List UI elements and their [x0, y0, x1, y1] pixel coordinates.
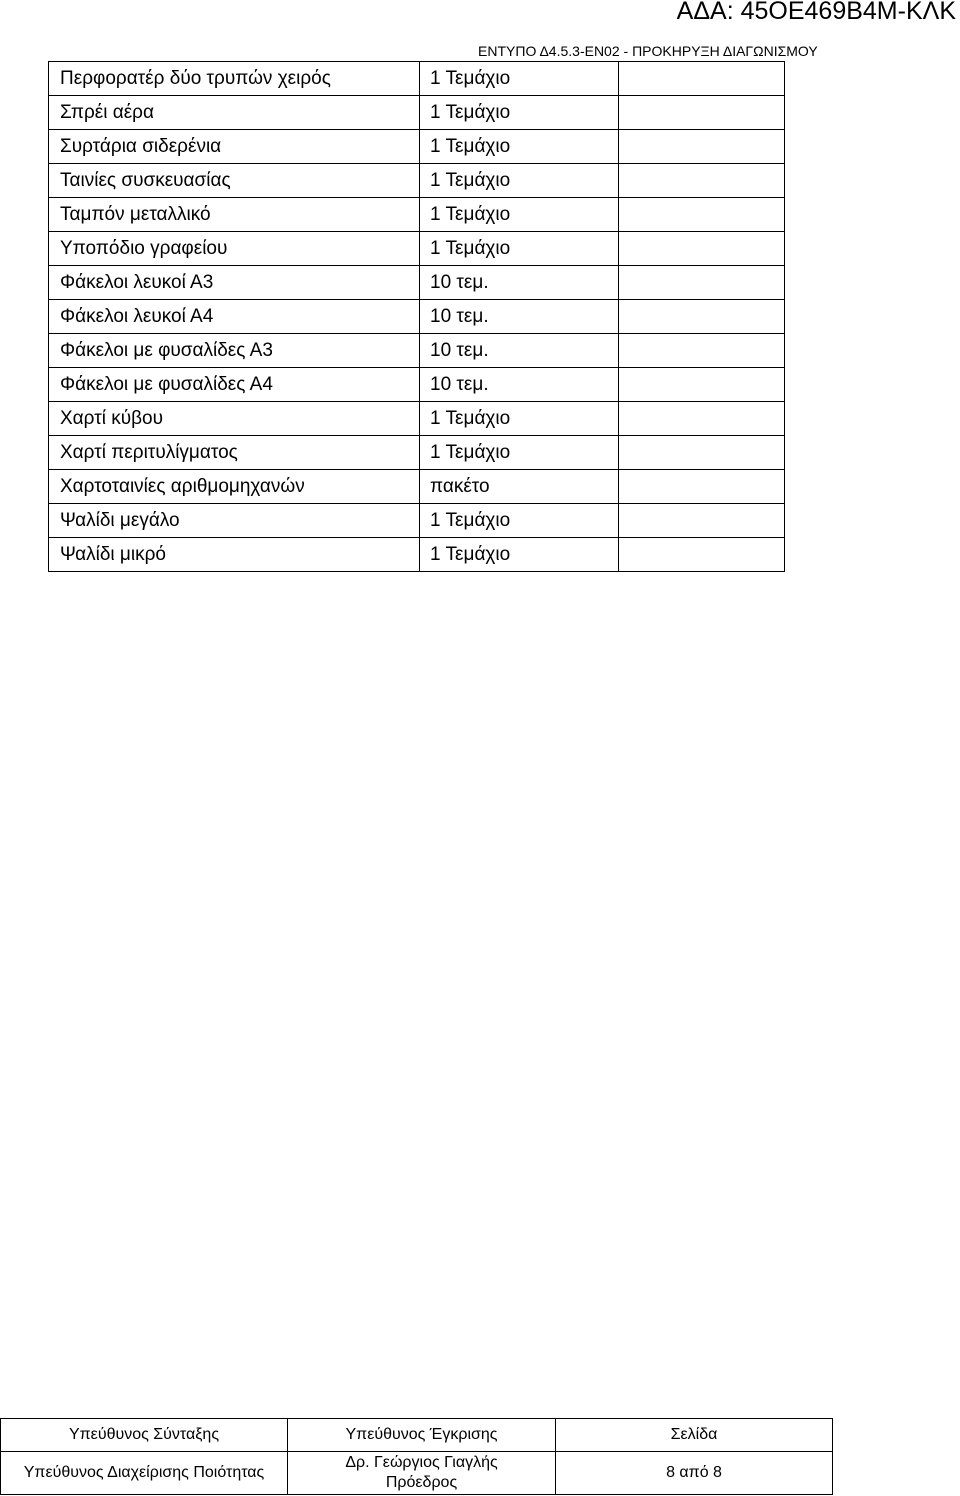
item-empty-cell	[619, 470, 785, 504]
item-empty-cell	[619, 402, 785, 436]
items-table	[48, 61, 785, 572]
item-name: Σπρέι αέρα	[49, 96, 420, 130]
table-row	[49, 402, 785, 436]
item-quantity: 1 Τεμάχιο	[420, 96, 619, 130]
item-name: Χαρτί περιτυλίγματος	[49, 436, 420, 470]
footer-header-row	[1, 1419, 833, 1452]
item-name: Φάκελοι λευκοί Α3	[49, 266, 420, 300]
item-name: Περφορατέρ δύο τρυπών χειρός	[49, 62, 420, 96]
item-empty-cell	[619, 232, 785, 266]
item-empty-cell	[619, 334, 785, 368]
table-row	[49, 538, 785, 572]
table-row	[49, 62, 785, 96]
approval-label: Υπεύθυνος Έγκρισης	[288, 1419, 556, 1452]
table-row	[49, 368, 785, 402]
page-label: Σελίδα	[556, 1419, 833, 1452]
item-name: Συρτάρια σιδερένια	[49, 130, 420, 164]
item-empty-cell	[619, 198, 785, 232]
table-row	[49, 198, 785, 232]
item-name: Φάκελοι με φυσαλίδες Α3	[49, 334, 420, 368]
item-quantity: πακέτο	[420, 470, 619, 504]
table-row	[49, 470, 785, 504]
item-name: Χαρτί κύβου	[49, 402, 420, 436]
item-empty-cell	[619, 368, 785, 402]
item-quantity: 10 τεμ.	[420, 266, 619, 300]
item-empty-cell	[619, 538, 785, 572]
item-empty-cell	[619, 436, 785, 470]
item-name: Ψαλίδι μικρό	[49, 538, 420, 572]
quality-manager: Υπεύθυνος Διαχείρισης Ποιότητας	[1, 1452, 288, 1495]
table-row	[49, 232, 785, 266]
table-row	[49, 436, 785, 470]
item-quantity: 10 τεμ.	[420, 368, 619, 402]
item-quantity: 10 τεμ.	[420, 334, 619, 368]
item-empty-cell	[619, 130, 785, 164]
table-row	[49, 334, 785, 368]
item-name: Υποπόδιο γραφείου	[49, 232, 420, 266]
item-quantity: 10 τεμ.	[420, 300, 619, 334]
item-empty-cell	[619, 504, 785, 538]
approver-title: Πρόεδρος	[385, 1474, 458, 1491]
item-quantity: 1 Τεμάχιο	[420, 436, 619, 470]
item-quantity: 1 Τεμάχιο	[420, 402, 619, 436]
item-quantity: 1 Τεμάχιο	[420, 164, 619, 198]
table-row	[49, 96, 785, 130]
table-row	[49, 504, 785, 538]
item-quantity: 1 Τεμάχιο	[420, 198, 619, 232]
item-name: Χαρτοταινίες αριθμομηχανών	[49, 470, 420, 504]
item-name: Ταμπόν μεταλλικό	[49, 198, 420, 232]
form-code: ΕΝΤΥΠΟ Δ4.5.3-ΕΝ02 - ΠΡΟΚΗΡΥΞΗ ΔΙΑΓΩΝΙΣΜΟΥ	[478, 43, 818, 59]
item-name: Ταινίες συσκευασίας	[49, 164, 420, 198]
item-quantity: 1 Τεμάχιο	[420, 130, 619, 164]
item-quantity: 1 Τεμάχιο	[420, 62, 619, 96]
item-name: Φάκελοι με φυσαλίδες Α4	[49, 368, 420, 402]
approver-cell	[288, 1452, 556, 1495]
item-empty-cell	[619, 266, 785, 300]
item-name: Φάκελοι λευκοί Α4	[49, 300, 420, 334]
item-empty-cell	[619, 62, 785, 96]
item-quantity: 1 Τεμάχιο	[420, 538, 619, 572]
footer-values-row	[1, 1452, 833, 1495]
item-quantity: 1 Τεμάχιο	[420, 232, 619, 266]
item-empty-cell	[619, 300, 785, 334]
table-row	[49, 300, 785, 334]
table-row	[49, 266, 785, 300]
item-name: Ψαλίδι μεγάλο	[49, 504, 420, 538]
drafting-label: Υπεύθυνος Σύνταξης	[1, 1419, 288, 1452]
item-quantity: 1 Τεμάχιο	[420, 504, 619, 538]
table-row	[49, 164, 785, 198]
ada-code: ΑΔΑ: 45ΟΕ469Β4Μ-ΚΛΚ	[676, 0, 956, 25]
item-empty-cell	[619, 164, 785, 198]
table-row	[49, 130, 785, 164]
approver-name: Δρ. Γεώργιος Γιαγλής	[345, 1454, 498, 1471]
page-number: 8 από 8	[556, 1452, 833, 1495]
item-empty-cell	[619, 96, 785, 130]
signature-footer-table	[0, 1418, 833, 1495]
